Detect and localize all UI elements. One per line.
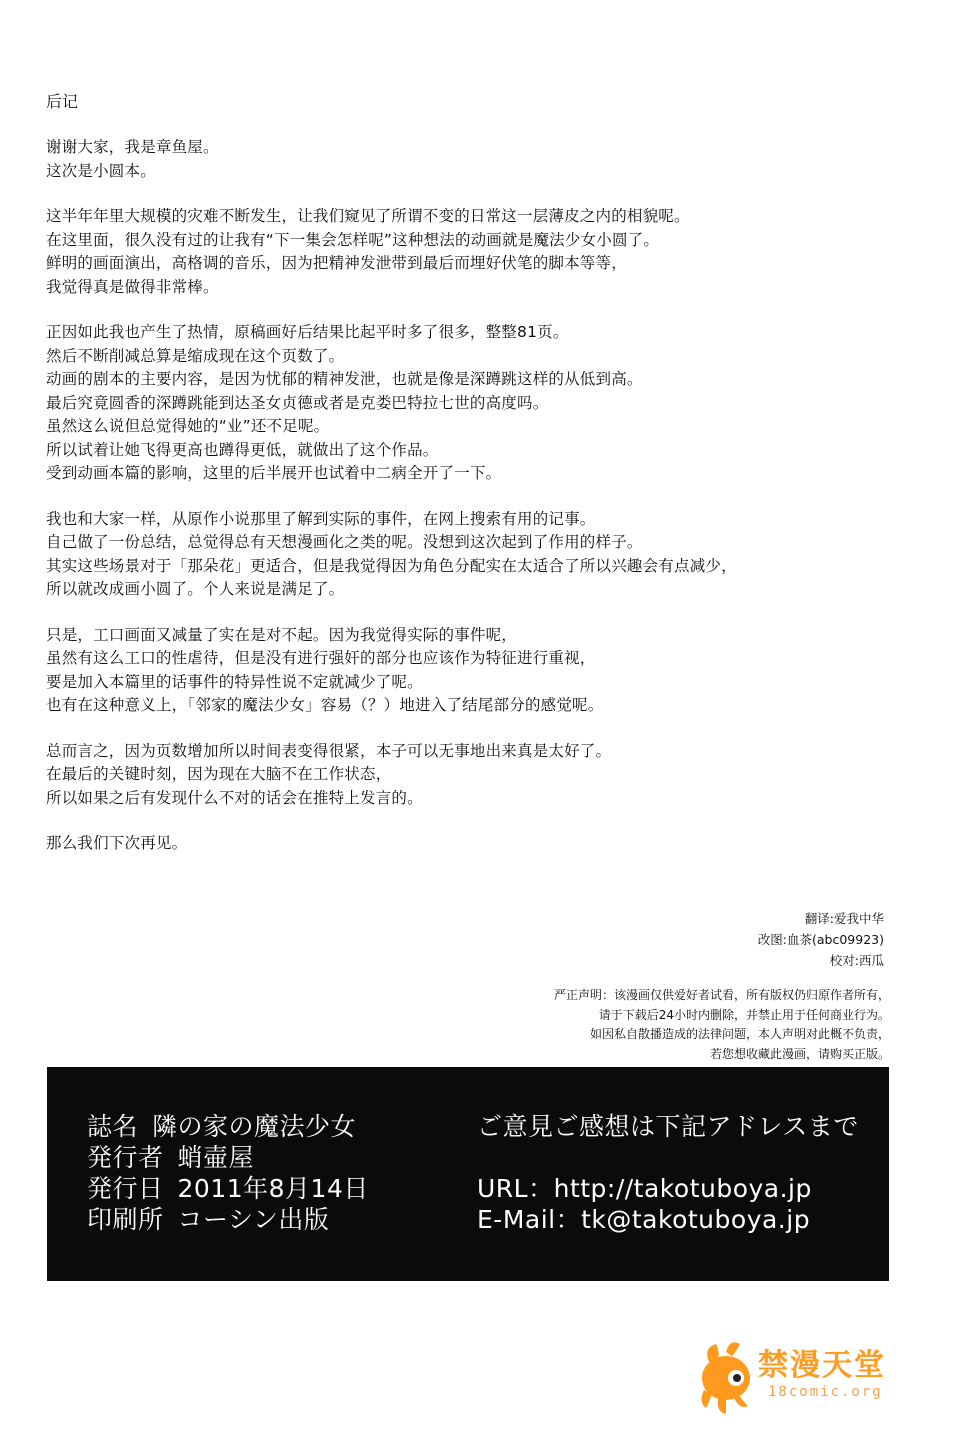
notice-line: 严正声明：该漫画仅供爱好者试看，所有版权仍归原作者所有， bbox=[553, 988, 890, 1002]
paragraph bbox=[46, 508, 926, 602]
contact-heading: ご意見ご感想は下記アドレスまで bbox=[477, 1112, 859, 1141]
watermark-url: 18comic.org bbox=[768, 1384, 883, 1400]
afterword-heading: 后记 bbox=[46, 92, 79, 111]
paragraph bbox=[46, 832, 926, 856]
colophon-printer-row bbox=[87, 1204, 369, 1235]
credit-translation: 翻译:爱我中华 bbox=[804, 911, 884, 926]
credit-proofread: 校对:西瓜 bbox=[829, 953, 884, 968]
colophon-value: 2011年8月14日 bbox=[177, 1174, 369, 1203]
watermark-name: 禁漫天堂 bbox=[758, 1348, 886, 1383]
text-line: 正因如此我也产生了热情，原稿画好后结果比起平时多了很多，整整81页。 bbox=[46, 323, 569, 341]
text-line: 在最后的关键时刻，因为现在大脑不在工作状态， bbox=[46, 765, 392, 783]
text-line: 谢谢大家，我是章鱼屋。 bbox=[46, 138, 219, 156]
text-line: 其实这些场景对于「那朵花」更适合，但是我觉得因为角色分配实在太适合了所以兴趣会有点减少， bbox=[46, 556, 737, 575]
text-line: 最后究竟圆香的深蹲跳能到达圣女贞德或者是克娄巴特拉七世的高度吗。 bbox=[46, 393, 549, 412]
colophon-date-row bbox=[87, 1173, 369, 1204]
text-line: 只是，工口画面又减量了实在是对不起。因为我觉得实际的事件呢， bbox=[46, 625, 518, 644]
text-line: 所以就改成画小圆了。个人来说是满足了。 bbox=[46, 580, 345, 598]
text-line: 所以如果之后有发现什么不对的话会在推特上发言的。 bbox=[46, 788, 423, 807]
text-line: 我觉得真是做得非常棒。 bbox=[46, 277, 219, 296]
paragraph bbox=[46, 624, 926, 718]
colophon-value: コーシン出版 bbox=[177, 1205, 330, 1234]
text-line: 要是加入本篇里的话事件的特异性说不定就减少了呢。 bbox=[46, 672, 423, 691]
text-line: 鲜明的画面演出，高格调的音乐，因为把精神发泄带到最后而埋好伏笔的脚本等等， bbox=[46, 254, 627, 272]
notice-line: 若您想收藏此漫画，请购买正版。 bbox=[709, 1046, 890, 1061]
contact-info bbox=[477, 1111, 859, 1235]
contact-email: E-Mail：tk@takotuboya.jp bbox=[477, 1205, 811, 1234]
contact-spacer bbox=[477, 1142, 859, 1173]
colophon-label: 誌名 bbox=[87, 1112, 139, 1141]
text-line: 我也和大家一样，从原作小说那里了解到实际的事件，在网上搜索有用的记事。 bbox=[46, 509, 596, 528]
text-line: 虽然这么说但总觉得她的“业”还不足呢。 bbox=[46, 417, 330, 435]
paragraph bbox=[46, 321, 926, 486]
afterword bbox=[46, 90, 926, 878]
text-line: 动画的剧本的主要内容，是因为忧郁的精神发泄，也就是像是深蹲跳这样的从低到高。 bbox=[46, 370, 643, 388]
colophon-box bbox=[47, 1067, 889, 1281]
text-line: 总而言之，因为页数增加所以时间表变得很紧，本子可以无事地出来真是太好了。 bbox=[46, 741, 612, 760]
colophon-label: 発行日 bbox=[87, 1174, 164, 1203]
text-line: 这半年年里大规模的灾难不断发生，让我们窥见了所谓不变的日常这一层薄皮之内的相貌呢。 bbox=[46, 207, 690, 225]
colophon-value: 蛸壷屋 bbox=[177, 1143, 255, 1172]
paragraph bbox=[46, 205, 926, 299]
credit-retouch: 改图:血茶(abc09923) bbox=[757, 932, 884, 947]
colophon-label: 印刷所 bbox=[87, 1205, 164, 1234]
paragraph bbox=[46, 740, 926, 811]
text-line: 虽然有这么工口的性虐待，但是没有进行强奸的部分也应该作为特征进行重视， bbox=[46, 649, 596, 667]
publication-info bbox=[87, 1111, 369, 1235]
paragraph bbox=[46, 136, 926, 183]
octopus-mascot-icon bbox=[696, 1334, 762, 1418]
notice-line: 请于下载后24小时内删除，并禁止用于任何商业行为。 bbox=[598, 1007, 890, 1022]
colophon-title-row bbox=[87, 1111, 369, 1142]
notice-line: 如因私自散播造成的法律问题，本人声明对此概不负责， bbox=[589, 1027, 890, 1041]
text-line: 自己做了一份总结，总觉得总有天想漫画化之类的呢。没想到这次起到了作用的样子。 bbox=[46, 533, 643, 551]
text-line: 也有在这种意义上，「邻家的魔法少女」容易（？）地进入了结尾部分的感觉呢。 bbox=[46, 696, 604, 714]
text-line: 这次是小圆本。 bbox=[46, 161, 156, 180]
text-line: 然后不断削减总算是缩成现在这个页数了。 bbox=[46, 346, 345, 365]
colophon-value: 隣の家の魔法少女 bbox=[152, 1112, 357, 1141]
text-line: 所以试着让她飞得更高也蹲得更低，就做出了这个作品。 bbox=[46, 440, 439, 459]
colophon-publisher-row bbox=[87, 1142, 369, 1173]
text-line: 在这里面，很久没有过的让我有“下一集会怎样呢”这种想法的动画就是魔法少女小圆了。 bbox=[46, 230, 660, 249]
text-line: 受到动画本篇的影响，这里的后半展开也试着中二病全开了一下。 bbox=[46, 464, 502, 482]
watermark-logo bbox=[696, 1332, 926, 1422]
contact-url: URL：http://takotuboya.jp bbox=[477, 1174, 812, 1203]
text-line: 那么我们下次再见。 bbox=[46, 834, 188, 852]
colophon-label: 発行者 bbox=[87, 1143, 164, 1172]
translation-credits bbox=[758, 908, 884, 971]
disclaimer-notice bbox=[554, 986, 890, 1064]
